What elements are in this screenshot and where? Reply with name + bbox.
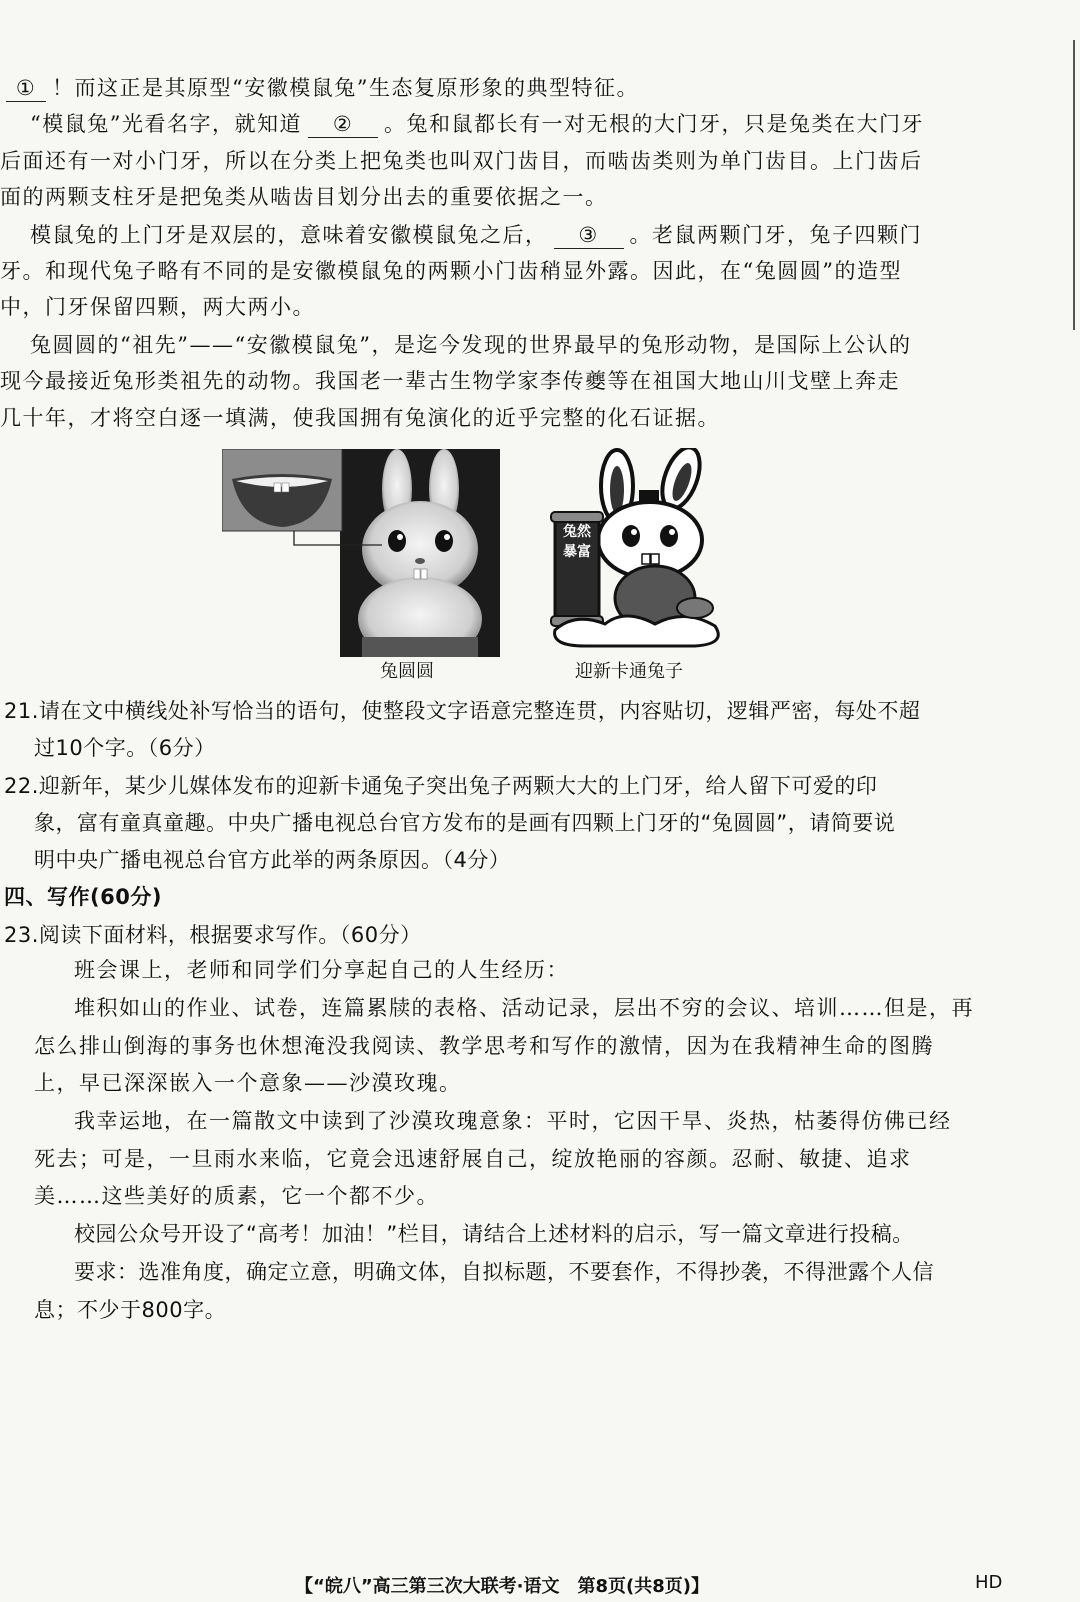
task-instruction: 校园公众号开设了“高考！加油！”栏目，请结合上述材料的启示，写一篇文章进行投稿。 xyxy=(74,1222,914,1246)
material-line-3: 怎么排山倒海的事务也休想淹没我阅读、教学思考和写作的激情，因为在我精神生命的图腾 xyxy=(34,1034,934,1058)
material-line-1: 班会课上，老师和同学们分享起自己的人生经历： xyxy=(74,958,569,982)
caption-tuyuanyuan: 兔圆圆 xyxy=(380,661,434,682)
material-line-5: 我幸运地，在一篇散文中读到了沙漠玫瑰意象：平时，它因干旱、炎热，枯萎得仿佛已经 xyxy=(74,1109,952,1133)
question-22-line-3: 明中央广播电视总台官方此举的两条原因。（4分） xyxy=(34,848,511,872)
material-line-2: 堆积如山的作业、试卷，连篇累牍的表格、活动记录，层出不穷的会议、培训……但是，再 xyxy=(74,996,974,1020)
passage-line-7: 中，门牙保留四颗，两大两小。 xyxy=(0,295,315,319)
blank-2: ② xyxy=(308,111,378,138)
requirements-line-1: 要求：选准角度，确定立意，明确文体，自拟标题，不要套作，不得抄袭，不得泄露个人信 xyxy=(74,1260,934,1284)
material-line-6: 死去；可是，一旦雨水来临，它竟会迅速舒展自己，绽放艳丽的容颜。忍耐、敏捷、追求 xyxy=(34,1147,912,1171)
page-footer: 【“皖八”高三第三次大联考·语文 第8页(共8页)】 xyxy=(295,1576,709,1597)
material-line-7: 美……这些美好的质素，它一个都不少。 xyxy=(34,1184,439,1208)
passage-line-6: 牙。和现代兔子略有不同的是安徽模鼠兔的两颗小门齿稍显外露。因此，在“兔圆圆”的造型 xyxy=(0,259,902,283)
question-21-line-2: 过10个字。（6分） xyxy=(34,736,216,760)
passage-line-5: 模鼠兔的上门牙是双层的，意味着安徽模鼠兔之后， ③ 。老鼠两颗门牙，兔子四颗门 xyxy=(30,223,922,247)
question-21-line-1: 21.请在文中横线处补写恰当的语句，使整段文字语意完整连贯，内容贴切，逻辑严密，每处不超 xyxy=(4,699,921,723)
section-heading-writing: 四、写作(60分) xyxy=(4,885,162,909)
tuyuanyuan-photo xyxy=(222,449,502,657)
question-22-line-2: 象，富有童真童趣。中央广播电视总台官方发布的是画有四颗上门牙的“兔圆圆”，请简要说 xyxy=(34,811,896,835)
passage-line-10: 几十年，才将空白逐一填满，使我国拥有兔演化的近乎完整的化石证据。 xyxy=(0,406,720,430)
caption-cartoon-rabbit: 迎新卡通兔子 xyxy=(575,661,683,682)
passage-line-1: ① ！而这正是其原型“安徽模鼠兔”生态复原形象的典型特征。 xyxy=(6,74,639,102)
passage-line-9: 现今最接近兔形类祖先的动物。我国老一辈古生物学家李传夔等在祖国大地山川戈壁上奔走 xyxy=(0,369,900,393)
page-edge-line xyxy=(1073,40,1075,330)
blank-3: ③ xyxy=(554,222,624,249)
question-23: 23.阅读下面材料，根据要求写作。（60分） xyxy=(4,923,422,947)
question-22-line-1: 22.迎新年，某少儿媒体发布的迎新卡通兔子突出兔子两颗大大的上门牙，给人留下可爱的印 xyxy=(4,774,878,798)
passage-line-8: 兔圆圆的“祖先”——“安徽模鼠兔”，是迄今发现的世界最早的兔形动物，是国际上公认的 xyxy=(30,333,912,357)
scroll-text: 兔然暴富 xyxy=(563,524,591,560)
footer-code: HD xyxy=(975,1572,1003,1593)
passage-line-4: 面的两颗支柱牙是把兔类从啮齿目划分出去的重要依据之一。 xyxy=(0,185,608,209)
passage-line-2: “模鼠兔”光看名字，就知道 ② 。兔和鼠都长有一对无根的大门牙，只是兔类在大门牙 xyxy=(30,112,924,136)
material-line-4: 上，早已深深嵌入一个意象——沙漠玫瑰。 xyxy=(34,1071,462,1095)
requirements-line-2: 息；不少于800字。 xyxy=(34,1298,227,1322)
passage-line-3: 后面还有一对小门牙，所以在分类上把兔类也叫双门齿目，而啮齿类则为单门齿目。上门齿后 xyxy=(0,149,923,173)
blank-1: ① xyxy=(6,75,46,102)
